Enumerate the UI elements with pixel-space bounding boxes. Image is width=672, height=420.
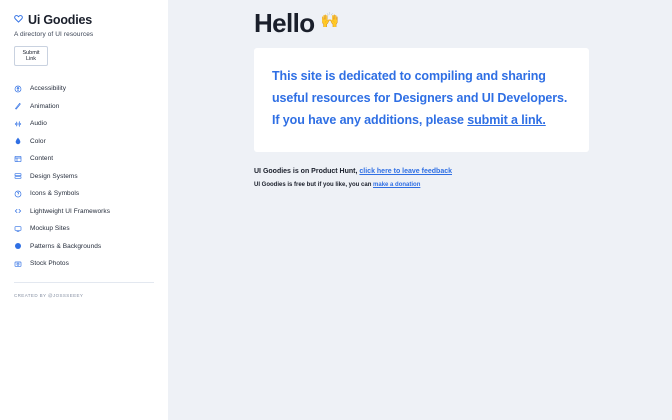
- audio-icon: [14, 120, 22, 128]
- sidebar-item-label: Color: [30, 137, 46, 145]
- donation-text: UI Goodies is free but if you like, you can: [254, 181, 374, 188]
- sidebar-item-audio[interactable]: [14, 115, 154, 133]
- intro-paragraph: [272, 66, 571, 132]
- brand[interactable]: [14, 13, 154, 27]
- sidebar-item-color[interactable]: [14, 133, 154, 151]
- submit-a-link-link[interactable]: submit a link.: [467, 113, 546, 128]
- content-icon: [14, 155, 22, 163]
- patterns-icon: [14, 242, 22, 250]
- brand-subtitle: A directory of UI resources: [14, 31, 94, 38]
- sidebar-item-lightweight-ui-frameworks[interactable]: [14, 203, 154, 221]
- main-content: [168, 0, 672, 420]
- icons-symbols-icon: [14, 190, 22, 198]
- sidebar-divider: [14, 282, 154, 283]
- code-icon: [14, 207, 22, 215]
- sidebar-item-animation[interactable]: [14, 98, 154, 116]
- donation-note: [254, 182, 636, 188]
- sidebar-item-icons-symbols[interactable]: [14, 185, 154, 203]
- page-title: [254, 10, 636, 37]
- sidebar-item-label: Patterns & Backgrounds: [30, 242, 102, 250]
- intro-text: This site is dedicated to compiling and sharing useful resources for Designers and UI Developers. If you have any additions, please: [272, 69, 568, 128]
- sidebar-nav: [14, 80, 154, 273]
- producthunt-feedback-link[interactable]: click here to leave feedback: [359, 167, 452, 175]
- sidebar-item-label: Icons & Symbols: [30, 190, 80, 198]
- color-drop-icon: [14, 137, 22, 145]
- sidebar-item-label: Design Systems: [30, 172, 78, 180]
- sidebar-item-label: Audio: [30, 120, 47, 128]
- brand-title: Ui Goodies: [28, 13, 92, 27]
- intro-card: [254, 48, 589, 152]
- stock-photos-icon: [14, 260, 22, 268]
- producthunt-text: UI Goodies is on Product Hunt,: [254, 167, 360, 175]
- design-systems-icon: [14, 172, 22, 180]
- sidebar-item-design-systems[interactable]: [14, 168, 154, 186]
- sidebar-item-label: Stock Photos: [30, 260, 69, 268]
- page-title-text: Hello: [254, 8, 315, 38]
- sidebar-item-patterns-backgrounds[interactable]: [14, 238, 154, 256]
- sidebar-item-label: Accessibility: [30, 85, 67, 93]
- sidebar-item-content[interactable]: [14, 150, 154, 168]
- sidebar-item-label: Content: [30, 155, 54, 163]
- sidebar-item-label: Mockup Sites: [30, 225, 70, 233]
- sidebar-item-label: Animation: [30, 102, 60, 110]
- accessibility-icon: [14, 85, 22, 93]
- producthunt-note: [254, 168, 636, 175]
- animation-icon: [14, 102, 22, 110]
- raising-hands-emoji: 🙌: [320, 12, 340, 29]
- sidebar-item-accessibility[interactable]: [14, 80, 154, 98]
- submit-link-button[interactable]: Submit Link: [14, 46, 48, 66]
- sidebar-item-stock-photos[interactable]: [14, 255, 154, 273]
- sidebar: [0, 0, 168, 420]
- sidebar-credit: CREATED BY @JOSSSEEEY: [14, 292, 84, 298]
- sidebar-item-mockup-sites[interactable]: [14, 220, 154, 238]
- heart-icon: [14, 14, 23, 26]
- sidebar-item-label: Lightweight UI Frameworks: [30, 207, 110, 215]
- mockup-icon: [14, 225, 22, 233]
- make-a-donation-link[interactable]: make a donation: [373, 181, 421, 188]
